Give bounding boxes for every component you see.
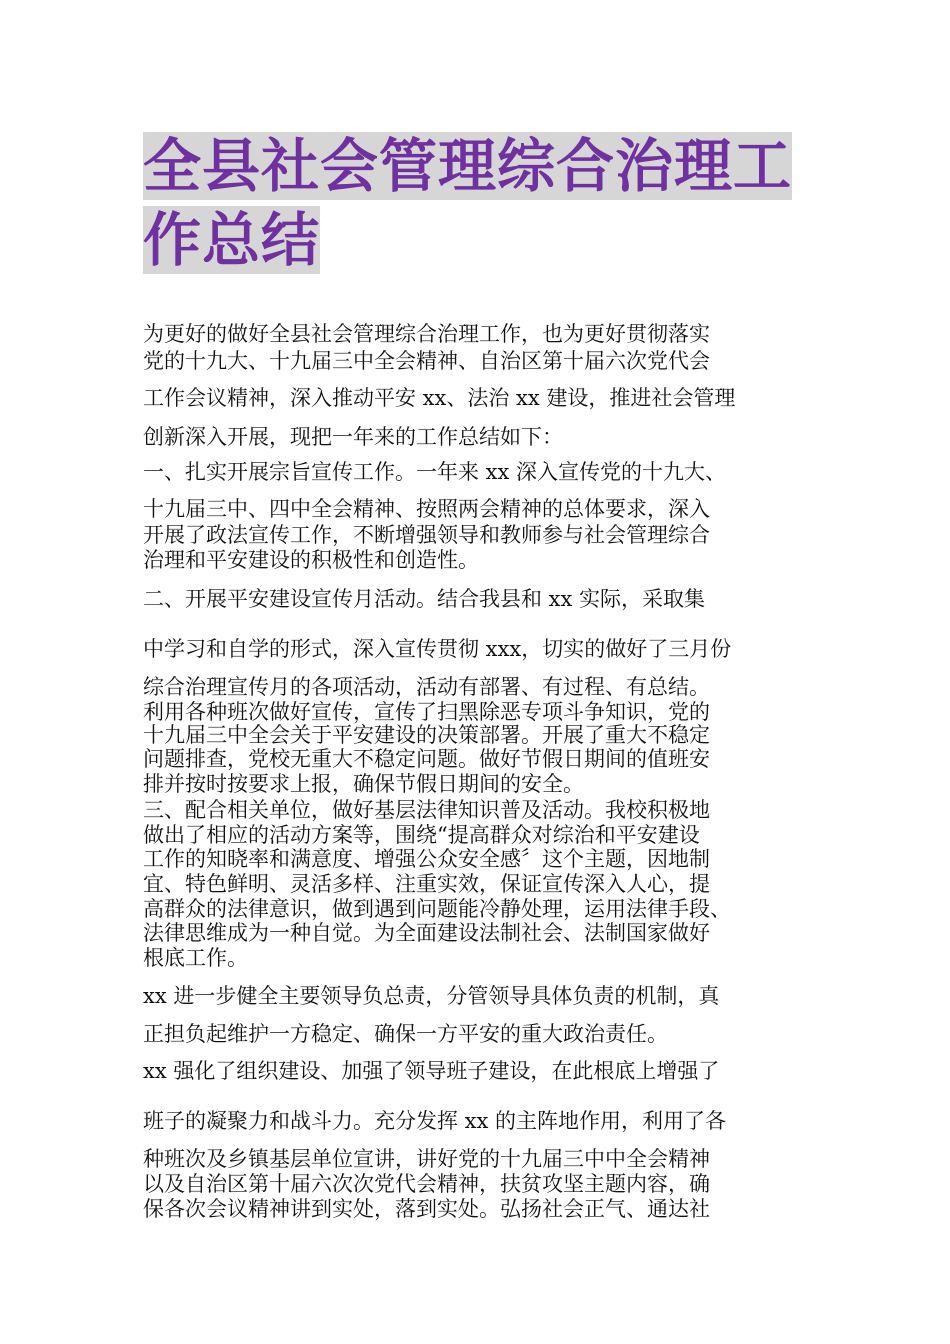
title-line-1: 全县社会管理综合治理工 (143, 132, 793, 200)
body-line: 做出了相应的活动方案等，围绕“提高群众对综治和平安建设 (143, 823, 700, 847)
body-line: 根底工作。 (143, 946, 248, 970)
body-line: 创新深入开展，现把一年来的工作总结如下： (143, 425, 563, 449)
title-line-2: 作总结 (143, 206, 321, 274)
body-line: 开展了政法宣传工作，不断增强领导和教师参与社会管理综合 (143, 523, 710, 547)
body-line: 以及自治区第十届六次次党代会精神，扶贫攻坚主题内容，确 (143, 1172, 710, 1196)
body-line: 党的十九大、十九届三中全会精神、自治区第十届六次党代会 (143, 349, 710, 373)
body-line: 保各次会议精神讲到实处，落到实处。弘扬社会正气、通达社 (143, 1197, 710, 1221)
body-line: 法律思维成为一种自觉。为全面建设法制社会、法制国家做好 (143, 921, 710, 945)
body-line: xx 进一步健全主要领导负总责，分管领导具体负责的机制，真 (143, 984, 720, 1008)
body-line: 工作会议精神，深入推动平安 xx、法治 xx 建设，推进社会管理 (143, 386, 736, 410)
body-line: 综合治理宣传月的各项活动，活动有部署、有过程、有总结。 (143, 675, 710, 699)
body-line: 高群众的法律意识，做到遇到问题能冷静处理，运用法律手段、 (143, 897, 731, 921)
body-line: 为更好的做好全县社会管理综合治理工作，也为更好贯彻落实 (143, 322, 710, 346)
body-line: 正担负起维护一方稳定、确保一方平安的重大政治责任。 (143, 1022, 668, 1046)
body-line: 治理和平安建设的积极性和创造性。 (143, 548, 479, 572)
body-line: 排并按时按要求上报，确保节假日期间的安全。 (143, 772, 584, 796)
body-line: 宜、特色鲜明、灵活多样、注重实效，保证宣传深入人心，提 (143, 872, 710, 896)
body-line: 利用各种班次做好宣传，宣传了扫黑除恶专项斗争知识，党的 (143, 700, 710, 724)
body-line: 三、配合相关单位，做好基层法律知识普及活动。我校积极地 (143, 798, 710, 822)
body-line: 十九届三中全会关于平安建设的决策部署。开展了重大不稳定 (143, 723, 710, 747)
body-line: 问题排查，党校无重大不稳定问题。做好节假日期间的值班安 (143, 747, 710, 771)
body-line: 中学习和自学的形式，深入宣传贯彻 xxx，切实的做好了三月份 (143, 637, 732, 661)
body-line: 十九届三中、四中全会精神、按照两会精神的总体要求，深入 (143, 497, 710, 521)
body-line: 班子的凝聚力和战斗力。充分发挥 xx 的主阵地作用，利用了各 (143, 1109, 727, 1133)
body-line: 二、开展平安建设宣传月活动。结合我县和 xx 实际，采取集 (143, 587, 706, 611)
body-line: 工作的知晓率和满意度、增强公众安全感〞这个主题，因地制 (143, 847, 710, 871)
body-line: 一、扎实开展宗旨宣传工作。一年来 xx 深入宣传党的十九大、 (143, 460, 727, 484)
body-line: xx 强化了组织建设、加强了领导班子建设，在此根底上增强了 (143, 1059, 720, 1083)
body-line: 种班次及乡镇基层单位宣讲，讲好党的十九届三中中全会精神 (143, 1147, 710, 1171)
